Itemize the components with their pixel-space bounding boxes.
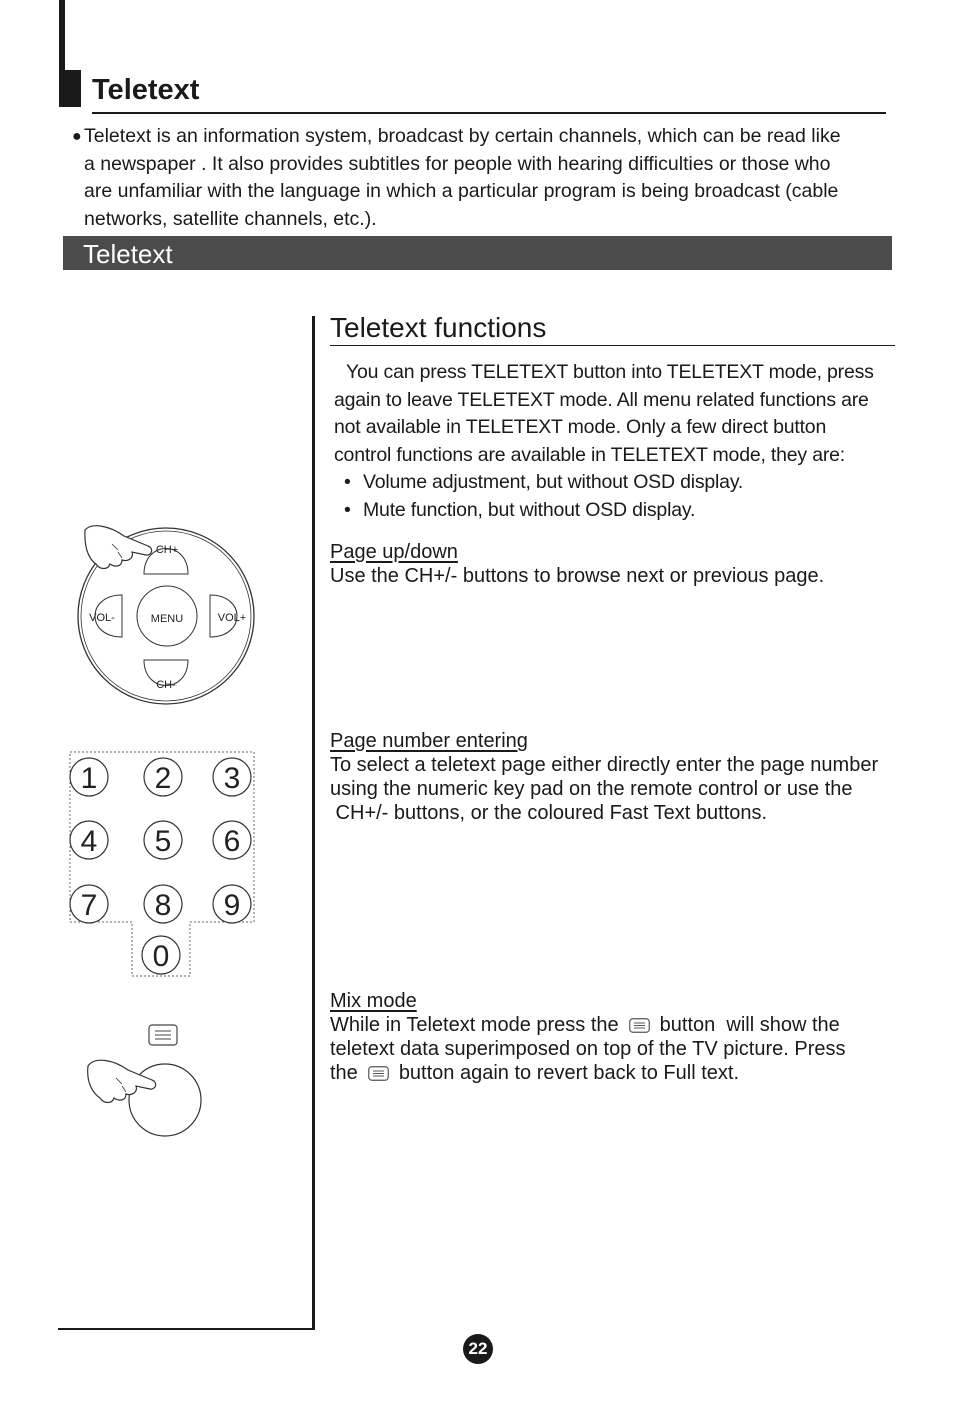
mix-button-icon [368, 1066, 389, 1081]
mix-mode-body [330, 1013, 920, 1085]
header-underline [92, 112, 886, 114]
mix-mode-text: While in Teletext mode press the [330, 1014, 619, 1036]
intro-line: a newspaper . It also provides subtitles for people with hearing difficulties or those who [84, 152, 831, 175]
key-8: 8 [154, 889, 172, 922]
intro-line: are unfamiliar with the language in which a particular program is being broadcast (cable [84, 180, 839, 202]
mix-mode-heading: Mix mode [330, 990, 417, 1012]
column-divider [312, 316, 315, 1330]
key-7: 7 [80, 889, 98, 922]
intro-line: Teletext is an information system, broadcast by certain channels, which can be read like [84, 125, 841, 147]
intro-line: networks, satellite channels, etc.). [84, 207, 377, 230]
page-number-heading: Page number entering [330, 730, 528, 752]
page-title: Teletext [92, 74, 200, 106]
key-0: 0 [152, 940, 170, 973]
bullet-dot-icon: ● [72, 128, 82, 145]
page-number-line: To select a teletext page either directly enter the page number [330, 754, 879, 776]
section-bar-label: Teletext [83, 239, 173, 269]
mix-mode-text: the [330, 1062, 358, 1084]
bottom-rule [58, 1328, 312, 1330]
section-bar [63, 236, 892, 270]
ch-plus-label: CH+ [155, 544, 179, 556]
key-1: 1 [80, 762, 98, 795]
vol-plus-label: VOL+ [217, 612, 247, 624]
bullet-dot-icon: • [344, 471, 351, 493]
functions-list [344, 469, 743, 524]
key-5: 5 [154, 825, 172, 858]
mix-mode-text: button will show the [659, 1014, 840, 1036]
mix-mode-text: button again to revert back to Full text. [398, 1062, 739, 1084]
mix-button-icon [629, 1018, 650, 1033]
key-9: 9 [223, 889, 241, 922]
remote-illustrations [0, 500, 312, 1160]
key-3: 3 [223, 762, 241, 795]
functions-desc-line: control functions are available in TELETEXT mode, they are: [334, 443, 846, 466]
list-item-text: Mute function, but without OSD display. [363, 498, 696, 521]
bullet-dot-icon: • [344, 498, 351, 521]
vol-minus-label: VOL- [89, 612, 115, 624]
list-item [344, 469, 743, 497]
ch-minus-label: CH- [156, 679, 176, 691]
list-item [344, 497, 743, 525]
key-6: 6 [223, 825, 241, 858]
functions-desc-line: not available in TELETEXT mode. Only a few direct button [334, 416, 827, 438]
key-4: 4 [80, 825, 98, 858]
list-item-text: Volume adjustment, but without OSD display. [363, 471, 744, 493]
page-number-body [330, 753, 930, 825]
mix-icon [149, 1025, 177, 1045]
page-number-line: CH+/- buttons, or the coloured Fast Text buttons. [330, 802, 768, 824]
menu-label: MENU [150, 613, 184, 625]
page-number-line: using the numeric key pad on the remote control or use the [330, 778, 853, 800]
page-number-badge: 22 [463, 1334, 493, 1364]
page-updown-body: Use the CH+/- buttons to browse next or previous page. [330, 565, 825, 587]
functions-description [334, 359, 904, 469]
numeric-keypad [70, 752, 254, 976]
key-2: 2 [154, 762, 172, 795]
functions-title: Teletext functions [330, 312, 547, 343]
header-left-rule [59, 0, 65, 70]
intro-paragraph [72, 123, 892, 233]
page-updown-heading: Page up/down [330, 541, 458, 563]
functions-underline [330, 345, 895, 346]
functions-desc-line: again to leave TELETEXT mode. All menu related functions are [334, 388, 869, 411]
header-marker-block [59, 70, 81, 107]
functions-desc-line: You can press TELETEXT button into TELETEXT mode, press [346, 361, 874, 383]
mix-mode-text: teletext data superimposed on top of the TV picture. Press [330, 1038, 846, 1060]
mix-button-illustration [88, 1025, 201, 1136]
